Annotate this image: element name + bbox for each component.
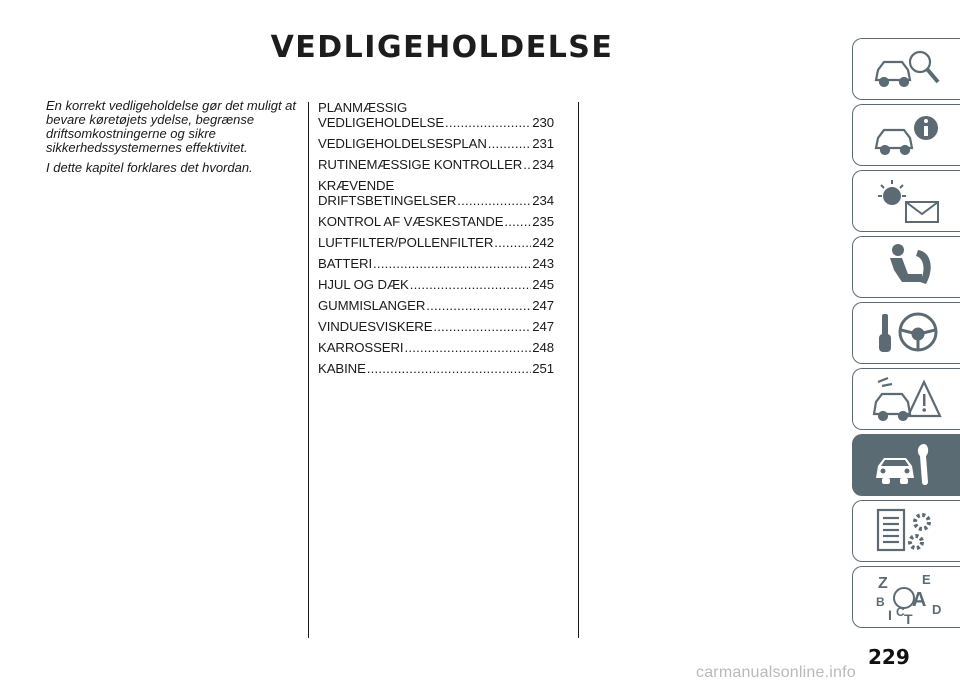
- intro-text: [46, 99, 301, 181]
- index-letter: E: [921, 572, 931, 587]
- index-letter: Z: [877, 575, 888, 592]
- tab-steering-key[interactable]: [852, 302, 960, 364]
- toc-entry-label: KABINE: [318, 361, 366, 376]
- car-search-icon: [868, 42, 946, 96]
- toc-page-number: 247: [532, 319, 554, 334]
- toc-entry-label: GUMMISLANGER: [318, 298, 426, 313]
- steering-key-icon: [868, 306, 946, 360]
- column-divider: [578, 102, 579, 638]
- toc-page-number: 235: [532, 214, 554, 229]
- toc-entry[interactable]: [318, 235, 554, 250]
- toc-entry[interactable]: [318, 298, 554, 313]
- car-info-icon: [868, 108, 946, 162]
- toc-entry[interactable]: [318, 319, 554, 334]
- toc-page-number: 248: [532, 340, 554, 355]
- tab-warning-lights[interactable]: [852, 170, 960, 232]
- toc-page-number: 234: [532, 157, 554, 172]
- toc-entry[interactable]: [318, 361, 554, 376]
- toc-entry-label: VEDLIGEHOLDELSE: [318, 115, 445, 130]
- toc-entry[interactable]: [318, 100, 554, 130]
- index-letter: C: [895, 605, 905, 619]
- watermark: carmanualsonline.info: [696, 664, 856, 681]
- index-letter: D: [931, 602, 941, 617]
- toc-entry-label: KARROSSERI: [318, 340, 404, 355]
- index-letter: T: [903, 611, 913, 624]
- toc-entry[interactable]: [318, 277, 554, 292]
- page-number: 229: [868, 645, 910, 669]
- toc-entry-label: LUFTFILTER/POLLENFILTER: [318, 235, 494, 250]
- index-letter: I: [887, 607, 892, 623]
- seat-safety-icon: [868, 240, 946, 294]
- technical-data-icon: [868, 504, 946, 558]
- toc-entry[interactable]: [318, 178, 554, 208]
- toc-entry-label: VINDUESVISKERE: [318, 319, 433, 334]
- toc-page-number: 234: [532, 193, 554, 208]
- toc-page-number: 242: [532, 235, 554, 250]
- toc-entry[interactable]: [318, 256, 554, 271]
- tab-technical-data[interactable]: [852, 500, 960, 562]
- toc-page-number: 247: [532, 298, 554, 313]
- toc-entry-label: KONTROL AF VÆSKESTANDE: [318, 214, 504, 229]
- tab-car-maintenance[interactable]: [852, 434, 960, 496]
- toc-page-number: 231: [532, 136, 554, 151]
- car-maintenance-icon: [868, 438, 946, 492]
- toc-entry-label: VEDLIGEHOLDELSESPLAN: [318, 136, 487, 151]
- warning-lights-icon: [868, 174, 946, 228]
- toc-page-number: 245: [532, 277, 554, 292]
- index-letter: B: [875, 595, 885, 609]
- page-title: VEDLIGEHOLDELSE: [270, 30, 614, 65]
- toc-entry-label: HJUL OG DÆK: [318, 277, 409, 292]
- toc-entry-label: BATTERI: [318, 256, 373, 271]
- intro-paragraph: En korrekt vedligeholdelse gør det muligt at bevare køretøjets ydelse, begrænse driftsomkostningerne og sikre sikkerhedssystemernes effektivitet.: [46, 98, 297, 155]
- index-letter: A: [911, 589, 926, 611]
- column-divider: [308, 102, 309, 638]
- tab-car-search[interactable]: [852, 38, 960, 100]
- tab-seat-safety[interactable]: [852, 236, 960, 298]
- tab-car-breakdown[interactable]: [852, 368, 960, 430]
- toc-page-number: 251: [532, 361, 554, 376]
- toc-entry-label: KRÆVENDE: [318, 178, 395, 193]
- index-icon: [868, 570, 946, 624]
- toc-entry[interactable]: [318, 340, 554, 355]
- toc-entry-label: DRIFTSBETINGELSER: [318, 193, 457, 208]
- tab-car-info[interactable]: [852, 104, 960, 166]
- car-breakdown-icon: [868, 372, 946, 426]
- toc-page-number: 243: [532, 256, 554, 271]
- toc-page-number: 230: [532, 115, 554, 130]
- tab-index[interactable]: [852, 566, 960, 628]
- table-of-contents: [318, 100, 554, 382]
- intro-paragraph: I dette kapitel forklares det hvordan.: [46, 160, 253, 175]
- toc-entry[interactable]: [318, 214, 554, 229]
- toc-entry[interactable]: [318, 136, 554, 151]
- toc-entry-label: PLANMÆSSIG: [318, 100, 408, 115]
- toc-entry-label: RUTINEMÆSSIGE KONTROLLER: [318, 157, 523, 172]
- toc-entry[interactable]: [318, 157, 554, 172]
